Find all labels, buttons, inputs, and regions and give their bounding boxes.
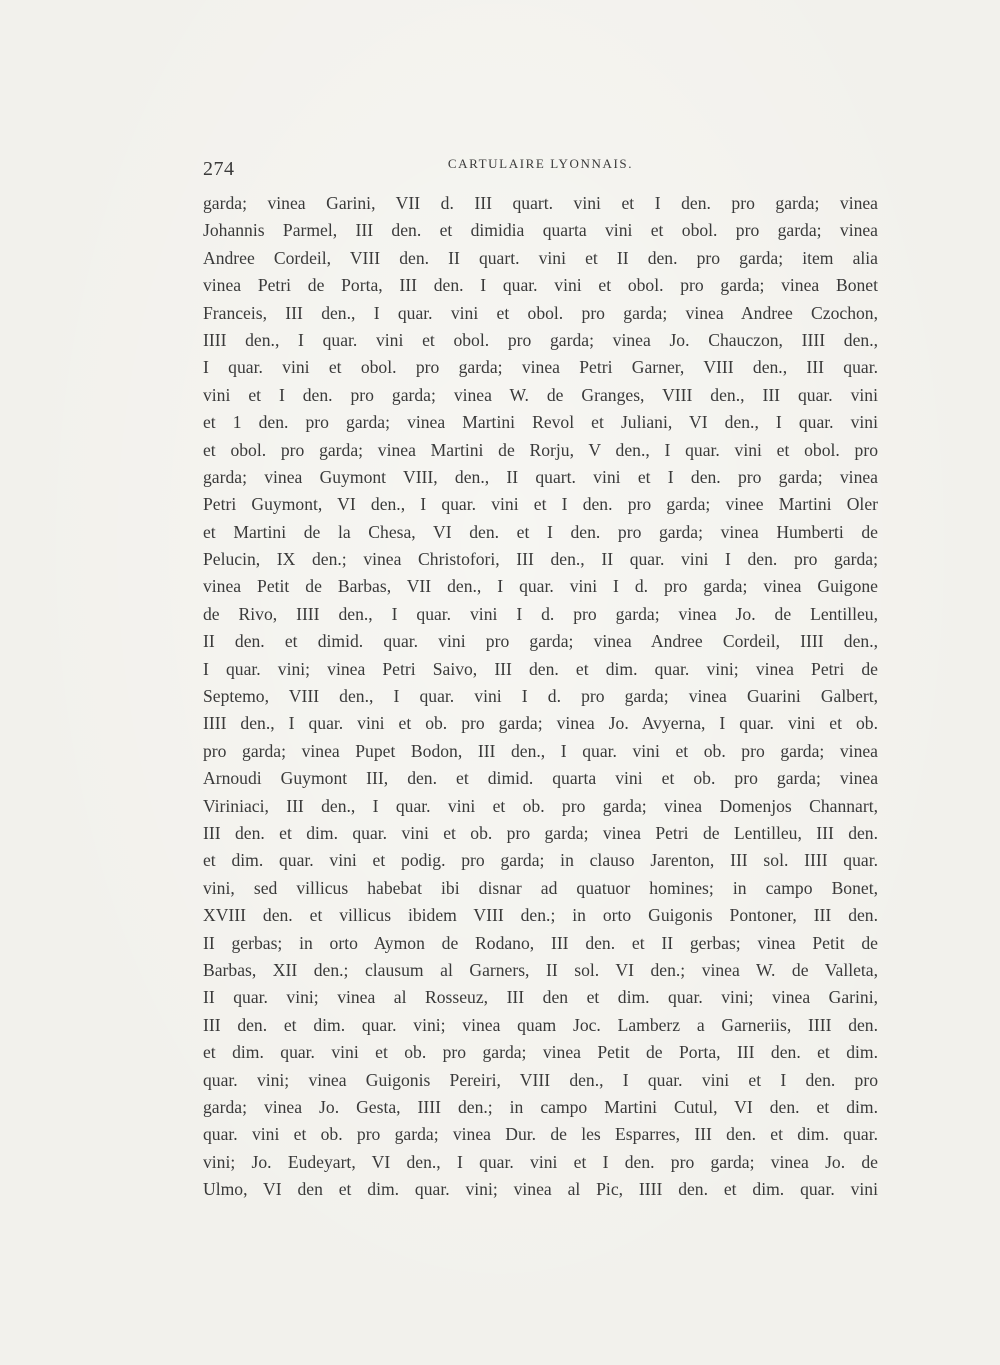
text-line: Petri Guymont, VI den., I quar. vini et I den. pro garda; vinee Martini Oler [203,494,878,515]
text-line: II den. et dimid. quar. vini pro garda; vinea Andree Cordeil, IIII den., [203,631,878,652]
text-line: vini; Jo. Eudeyart, VI den., I quar. vini et I den. pro garda; vinea Jo. de [203,1151,878,1172]
text-line: Barbas, XII den.; clausum al Garners, II sol. VI den.; vinea W. de Valleta, [203,959,878,980]
text-line: II gerbas; in orto Aymon de Rodano, III den. et II gerbas; vinea Petit de [203,932,878,953]
text-line: vini, sed villicus habebat ibi disnar ad quatuor homines; in campo Bonet, [203,877,878,898]
text-line: I quar. vini et obol. pro garda; vinea Petri Garner, VIII den., III quar. [203,357,878,378]
text-line: et dim. quar. vini et podig. pro garda; in clauso Jarenton, III sol. IIII quar. [203,850,878,871]
text-line: Johannis Parmel, III den. et dimidia quarta vini et obol. pro garda; vinea [203,220,878,241]
page-header [203,152,878,182]
text-line: IIII den., I quar. vini et obol. pro garda; vinea Jo. Chauczon, IIII den., [203,329,878,350]
text-line: II quar. vini; vinea al Rosseuz, III den et dim. quar. vini; vinea Garini, [203,987,878,1008]
text-line: Septemo, VIII den., I quar. vini I d. pro garda; vinea Guarini Galbert, [203,686,878,707]
text-line: quar. vini et ob. pro garda; vinea Dur. de les Esparres, III den. et dim. quar. [203,1124,878,1145]
text-line: vinea Petri de Porta, III den. I quar. vini et obol. pro garda; vinea Bonet [203,275,878,296]
body-text [203,190,878,1203]
text-line: I quar. vini; vinea Petri Saivo, III den. et dim. quar. vini; vinea Petri de [203,658,878,679]
text-line: et dim. quar. vini et ob. pro garda; vinea Petit de Porta, III den. et dim. [203,1042,878,1063]
text-line: Arnoudi Guymont III, den. et dimid. quarta vini et ob. pro garda; vinea [203,768,878,789]
text-line: Pelucin, IX den.; vinea Christofori, III den., II quar. vini I den. pro garda; [203,549,878,570]
text-line: XVIII den. et villicus ibidem VIII den.; in orto Guigonis Pontoner, III den. [203,905,878,926]
running-title: CARTULAIRE LYONNAIS. [447,156,634,171]
text-line: Ulmo, VI den et dim. quar. vini; vinea al Pic, IIII den. et dim. quar. vini [203,1179,878,1200]
text-line: Viriniaci, III den., I quar. vini et ob. pro garda; vinea Domenjos Channart, [203,795,878,816]
text-line: de Rivo, IIII den., I quar. vini I d. pro garda; vinea Jo. de Lentilleu, [203,603,878,624]
text-line: Andree Cordeil, VIII den. II quart. vini et II den. pro garda; item alia [203,247,878,268]
text-line: garda; vinea Jo. Gesta, IIII den.; in campo Martini Cutul, VI den. et dim. [203,1096,878,1117]
text-line: III den. et dim. quar. vini et ob. pro garda; vinea Petri de Lentilleu, III den. [203,822,878,843]
text-line: et obol. pro garda; vinea Martini de Rorju, V den., I quar. vini et obol. pro [203,439,878,460]
text-line: III den. et dim. quar. vini; vinea quam Joc. Lamberz a Garneriis, IIII den. [203,1014,878,1035]
text-line: et Martini de la Chesa, VI den. et I den. pro garda; vinea Humberti de [203,521,878,542]
text-line: IIII den., I quar. vini et ob. pro garda; vinea Jo. Avyerna, I quar. vini et ob. [203,713,878,734]
text-line: garda; vinea Guymont VIII, den., II quart. vini et I den. pro garda; vinea [203,466,878,487]
text-line: vini et I den. pro garda; vinea W. de Granges, VIII den., III quar. vini [203,384,878,405]
text-line: vinea Petit de Barbas, VII den., I quar. vini I d. pro garda; vinea Guigone [203,576,878,597]
text-line: pro garda; vinea Pupet Bodon, III den., I quar. vini et ob. pro garda; vinea [203,740,878,761]
text-line: et 1 den. pro garda; vinea Martini Revol et Juliani, VI den., I quar. vini [203,412,878,433]
text-line: Franceis, III den., I quar. vini et obol. pro garda; vinea Andree Czochon, [203,302,878,323]
text-line: quar. vini; vinea Guigonis Pereiri, VIII den., I quar. vini et I den. pro [203,1069,878,1090]
text-line: garda; vinea Garini, VII d. III quart. vini et I den. pro garda; vinea [203,193,878,213]
page-number: 274 [203,158,235,180]
